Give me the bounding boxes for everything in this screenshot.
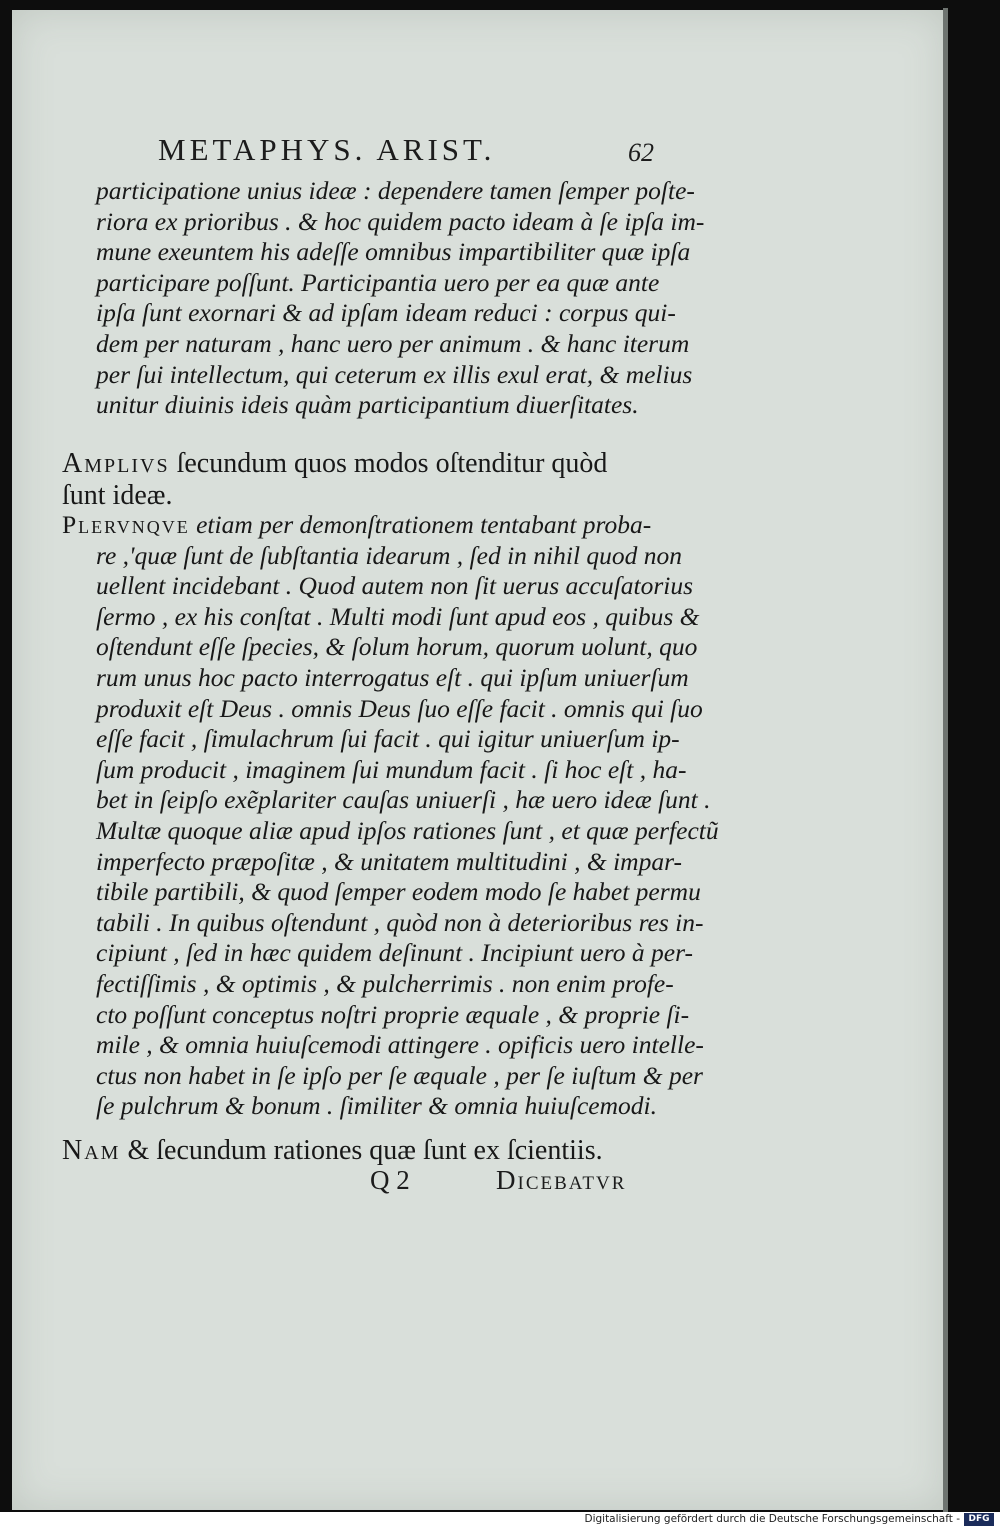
text-line: per ſui intellectum, qui ceterum ex illis exul erat, & melius	[96, 359, 693, 389]
text-line-rest: etiam per demonſtrationem tentabant proba-	[196, 510, 652, 539]
text-line: oſtendunt eſſe ſpecies, & ſolum horum, quorum uolunt, quo	[96, 632, 698, 662]
page-number: 62	[628, 138, 654, 167]
text-line: mune exeuntem his adeſſe omnibus impartibiliter quæ ipſa	[96, 237, 691, 267]
text-line: ſe pulchrum & bonum . ſimiliter & omnia huiuſcemodi.	[96, 1091, 657, 1121]
text-line: tabili . In quibus oſtendunt , quòd non à deterioribus res in-	[96, 907, 704, 937]
text-line: riora ex prioribus . & hoc quidem pacto ideam à ſe ipſa im-	[96, 206, 705, 236]
section-heading-1	[62, 448, 702, 512]
heading-lead-word: Amplivs	[62, 448, 170, 479]
funding-credit: Digitalisierung gefördert durch die Deutsche Forschungsgemeinschaft -	[584, 1513, 960, 1525]
catchline	[370, 1165, 690, 1205]
signature-mark: Q 2	[370, 1165, 410, 1195]
text-line: participare poſſunt. Participantia uero per ea quæ ante	[96, 267, 660, 297]
text-line: produxit eſt Deus . omnis Deus ſuo eſſe facit . omnis qui ſuo	[96, 693, 703, 723]
text-line: uellent incidebant . Quod autem non ſit uerus accuſatorius	[96, 571, 694, 601]
text-line: cipiunt , ſed in hæc quidem deſinunt . Incipiunt uero à per-	[96, 938, 693, 968]
catchword: Dicebatvr	[496, 1165, 627, 1195]
text-line: ipſa ſunt exornari & ad ipſam ideam reduci : corpus qui-	[96, 298, 676, 328]
heading-line	[62, 448, 702, 480]
text-line: ſermo , ex his conſtat . Multi modi ſunt apud eos , quibus &	[96, 601, 700, 631]
text-line: rum unus hoc pacto interrogatus eſt . qui ipſum uniuerſum	[96, 662, 689, 692]
text-line	[62, 510, 702, 541]
text-line: tibile partibili, & quod ſemper eodem modo ſe habet permu	[96, 877, 701, 907]
text-line: cto poſſunt conceptus noſtri proprie æquale , & proprie ſi-	[96, 999, 690, 1029]
heading-line	[62, 1135, 702, 1167]
page-edge	[943, 8, 948, 1512]
text-line: bet in ſeipſo exẽplariter cauſas uniuerſi , hæ uero ideæ ſunt .	[96, 785, 711, 815]
text-line: fectiſſimis , & optimis , & pulcherrimis . non enim profe-	[96, 968, 674, 998]
heading-lead-word: Nam	[62, 1135, 121, 1166]
paragraph-1	[96, 176, 705, 421]
text-line: eſſe facit , ſimulachrum ſui facit . qui igitur uniuerſum ip-	[96, 724, 680, 754]
text-line: participatione unius ideæ : dependere tamen ſemper poſte-	[96, 176, 695, 205]
heading-text: ſecundum quos modos oſtenditur quòd	[176, 448, 608, 479]
text-line: re ,'quæ ſunt de ſubſtantia idearum , ſed in nihil quod non	[96, 540, 683, 570]
section-heading-2	[62, 1135, 702, 1167]
running-head	[100, 118, 700, 174]
text-line: ctus non habet in ſe ipſo per ſe æquale , per ſe iuſtum & per	[96, 1060, 703, 1090]
heading-text: & ſecundum rationes quæ ſunt ex ſcientiis.	[127, 1135, 603, 1166]
text-line: dem per naturam , hanc uero per animum . & hanc iterum	[96, 328, 690, 358]
digitization-footer	[0, 1512, 1000, 1529]
running-title: METAPHYS. ARIST.	[158, 132, 496, 167]
text-line: mile , & omnia huiuſcemodi attingere . opificis uero intelle-	[96, 1030, 704, 1060]
text-line: imperfecto præpoſitæ , & unitatem multitudini , & impar-	[96, 846, 682, 876]
paragraph-2	[62, 510, 719, 1122]
paragraph-lead-word: Plervnqve	[62, 510, 190, 539]
text-line: Multæ quoque aliæ apud ipſos rationes ſunt , et quæ perfectũ	[96, 815, 719, 845]
text-line: ſum producit , imaginem ſui mundum facit . ſi hoc eſt , ha-	[96, 754, 687, 784]
dfg-logo: DFG	[964, 1513, 994, 1526]
heading-line: ſunt ideæ.	[62, 480, 173, 511]
text-line: unitur diuinis ideis quàm participantium diuerſitates.	[96, 390, 639, 420]
